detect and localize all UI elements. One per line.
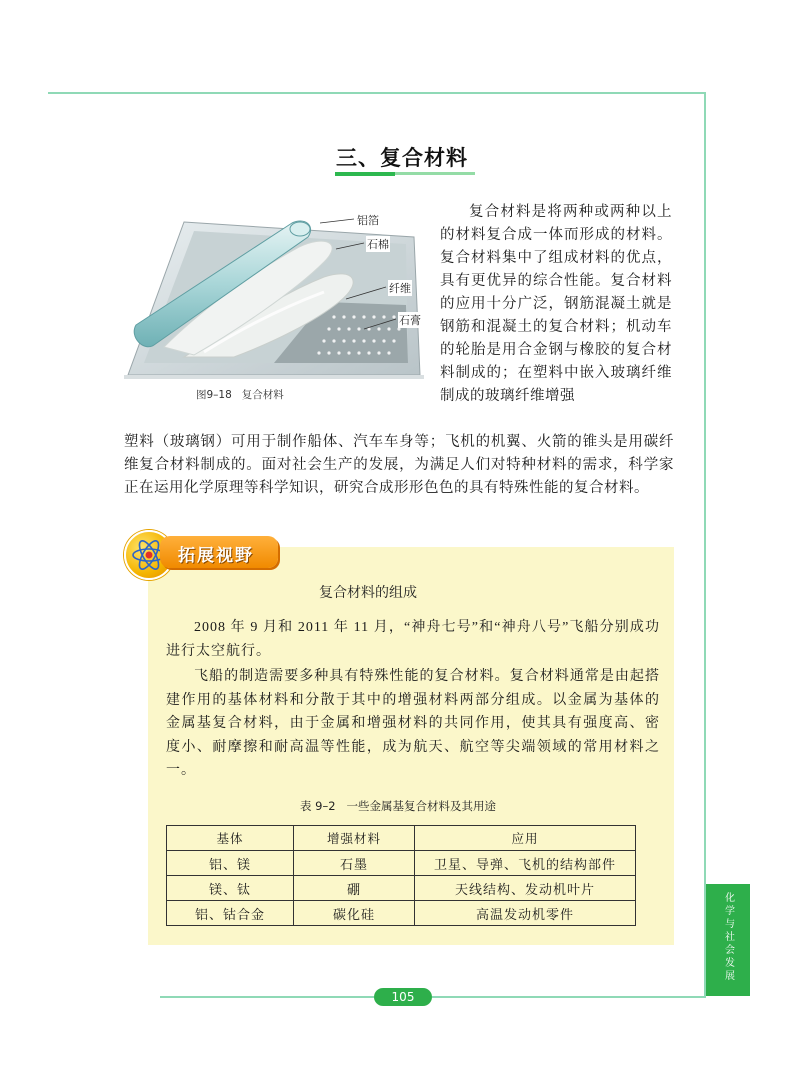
extension-title: 复合材料的组成 (319, 585, 417, 601)
table-row (167, 876, 636, 901)
title-underline (335, 172, 395, 176)
table-cell: 铝、镁 (167, 851, 294, 876)
figure-caption: 图9–18 复合材料 (196, 389, 284, 401)
label-fiber: 纤维 (389, 282, 411, 295)
table-cell: 硼 (294, 876, 415, 901)
table-cell: 铝、钴合金 (167, 901, 294, 926)
label-aluminum-foil: 铝箔 (357, 214, 379, 227)
table-cell: 卫星、导弹、飞机的结构部件 (415, 851, 636, 876)
table-cell: 天线结构、发动机叶片 (415, 876, 636, 901)
composite-material-figure (124, 207, 424, 385)
title-underline-light (395, 172, 475, 175)
table-cell: 镁、钛 (167, 876, 294, 901)
table-header-cell: 基体 (167, 826, 294, 851)
extension-badge (124, 530, 284, 580)
label-asbestos: 石棉 (367, 238, 389, 251)
table-header-cell: 应用 (415, 826, 636, 851)
chapter-side-tab (706, 884, 750, 996)
body-paragraph-1: 复合材料是将两种或两种以上的材料复合成一体而形成的材料。复合材料集中了组成材料的优点，具有更优异的综合性能。复合材料的应用十分广泛，钢筋混凝土就是钢筋和混凝土的复合材料；机动车的轮胎是用合金钢与橡胶的复合材料制成的；在塑料中嵌入玻璃纤维制成的玻璃纤维增强 (440, 204, 672, 404)
extension-paragraph-1: 2008 年 9 月和 2011 年 11 月，“神舟七号”和“神舟八号”飞船分别成功进行太空航行。 (166, 620, 660, 659)
label-gypsum: 石膏 (399, 314, 421, 327)
table-header-cell: 增强材料 (294, 826, 415, 851)
page-frame-bottom-right (432, 996, 706, 998)
table-caption: 表 9–2 一些金属基复合材料及其用途 (300, 799, 497, 813)
chapter-side-tab-label: 化学与社会发展 (722, 892, 734, 983)
page-frame-bottom-left (160, 996, 374, 998)
page-frame-top (48, 92, 706, 94)
page-number: 105 (374, 988, 432, 1006)
section-title: 三、复合材料 (336, 146, 468, 170)
extension-paragraph-2: 飞船的制造需要多种具有特殊性能的复合材料。复合材料通常是由起搭建作用的基体材料和分散于其中的增强材料两部分组成。以金属为基体的金属基复合材料，由于金属和增强材料的共同作用，使其具有强度高、密度小、耐摩擦和耐高温等性能，成为航天、航空等尖端领域的常用材料之一。 (166, 669, 660, 778)
table-header-row (167, 826, 636, 851)
table-cell: 高温发动机零件 (415, 901, 636, 926)
table-cell: 石墨 (294, 851, 415, 876)
composite-plate-illustration (124, 207, 424, 385)
composite-materials-table (166, 825, 636, 926)
table-row (167, 901, 636, 926)
table-row (167, 851, 636, 876)
table-cell: 碳化硅 (294, 901, 415, 926)
page-frame-right (704, 92, 706, 996)
extension-badge-label: 拓展视野 (178, 546, 254, 566)
body-paragraph-2: 塑料（玻璃钢）可用于制作船体、汽车车身等；飞机的机翼、火箭的锥头是用碳纤维复合材料制成的。面对社会生产的发展，为满足人们对特种材料的需求，科学家正在运用化学原理等科学知识，研究合成形形色色的具有特殊性能的复合材料。 (124, 434, 674, 496)
